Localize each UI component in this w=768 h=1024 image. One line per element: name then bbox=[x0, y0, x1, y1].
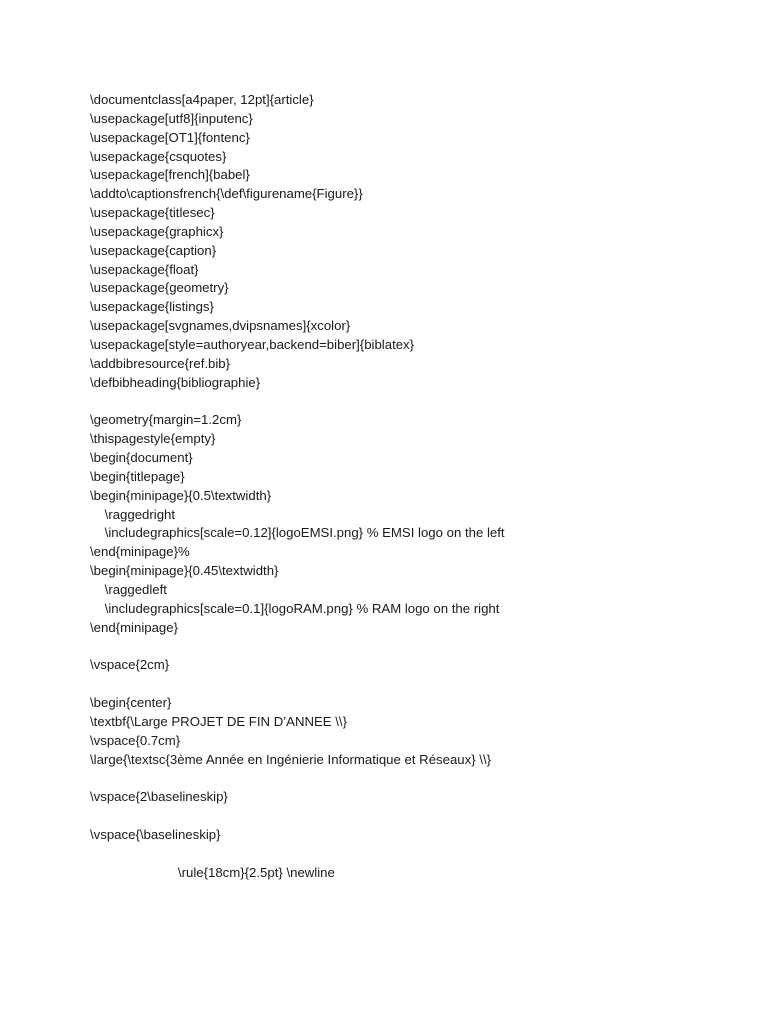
text-line: \begin{center} bbox=[90, 695, 172, 710]
blank-line bbox=[90, 637, 740, 656]
text-line: \begin{titlepage} bbox=[90, 468, 185, 484]
text-line: \rule{18cm}{2.5pt} \newline bbox=[90, 864, 335, 880]
text-line: \end{minipage} bbox=[90, 619, 178, 635]
text-line: \usepackage{caption} bbox=[90, 242, 217, 258]
text-line: \raggedleft bbox=[90, 581, 167, 597]
text-line: \vspace{0.7cm} bbox=[90, 732, 181, 748]
text-line: \begin{document} bbox=[90, 450, 193, 466]
text-line: \raggedright bbox=[90, 506, 176, 522]
text-line: \addbibresource{ref.bib} bbox=[90, 355, 231, 371]
text-line: \usepackage[utf8]{inputenc} bbox=[90, 110, 253, 126]
blank-line bbox=[90, 675, 740, 694]
text-line: \includegraphics[scale=0.1]{logoRAM.png} % RAM logo on the right bbox=[90, 600, 500, 616]
text-line: \addto\captionsfrench{\def\figurename{Figure}} bbox=[90, 186, 363, 202]
text-line: \geometry{margin=1.2cm} bbox=[90, 412, 242, 428]
latex-source-text bbox=[90, 91, 740, 882]
text-line: \usepackage{titlesec} bbox=[90, 205, 215, 221]
text-line: \vspace{2\baselineskip} bbox=[90, 789, 228, 805]
text-line: \large{\textsc{3ème Année en Ingénierie Informatique et Réseaux} \\} bbox=[90, 751, 492, 767]
text-line: \textbf{\Large PROJET DE FIN D’ANNEE \\} bbox=[90, 713, 348, 729]
text-line: \vspace{\baselineskip} bbox=[90, 826, 221, 842]
text-line: \includegraphics[scale=0.12]{logoEMSI.png} % EMSI logo on the left bbox=[90, 525, 505, 541]
text-line: \vspace{2cm} bbox=[90, 657, 170, 673]
text-line: \end{minipage}% bbox=[90, 544, 190, 560]
text-line: \usepackage[OT1]{fontenc} bbox=[90, 129, 250, 145]
text-line: \usepackage[french]{babel} bbox=[90, 167, 250, 183]
blank-line bbox=[90, 393, 740, 412]
text-line: \usepackage[style=authoryear,backend=biber]{biblatex} bbox=[90, 336, 415, 352]
text-line: \usepackage{csquotes} bbox=[90, 148, 227, 164]
text-line: \usepackage{geometry} bbox=[90, 280, 229, 296]
text-line: \usepackage{graphicx} bbox=[90, 223, 224, 239]
text-line: \documentclass[a4paper, 12pt]{article} bbox=[90, 92, 314, 107]
blank-line bbox=[90, 845, 740, 864]
text-line: \begin{minipage}{0.45\textwidth} bbox=[90, 563, 279, 579]
blank-line bbox=[90, 807, 740, 826]
text-line: \defbibheading{bibliographie} bbox=[90, 374, 261, 390]
text-line: \begin{minipage}{0.5\textwidth} bbox=[90, 487, 272, 503]
text-line: \thispagestyle{empty} bbox=[90, 431, 216, 447]
text-line: \usepackage[svgnames,dvipsnames]{xcolor} bbox=[90, 318, 351, 334]
text-line: \usepackage{listings} bbox=[90, 299, 214, 315]
text-line: \usepackage{float} bbox=[90, 261, 199, 277]
blank-line bbox=[90, 769, 740, 788]
